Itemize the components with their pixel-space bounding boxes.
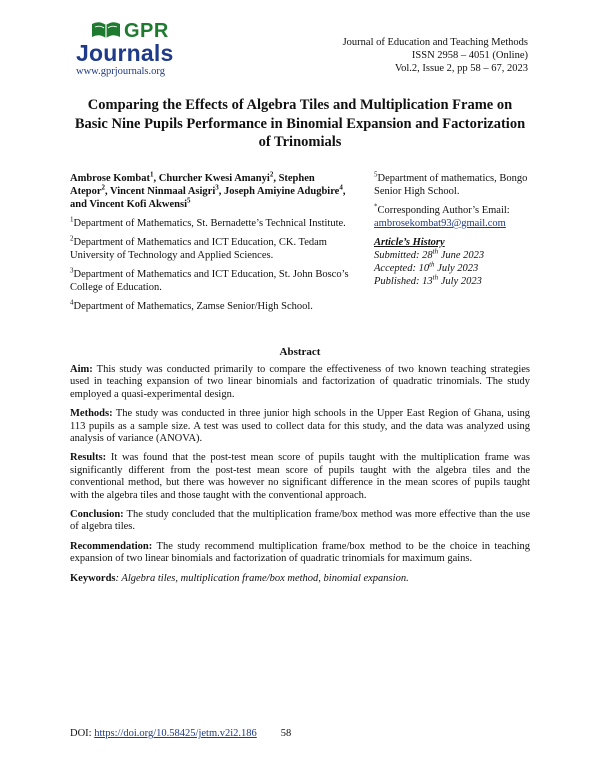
keywords [70,573,530,585]
date-sup: th [432,247,439,256]
affiliation-sup: 1 [70,215,74,224]
affiliation-text: Department of Mathematics and ICT Education, St. John Bosco’s College of Education. [70,269,349,293]
published-label: Published: 13 [374,276,433,287]
logo-gpr-text: GPR [124,20,169,42]
author-name: , Churcher Kwesi Amanyi [153,173,270,184]
author-name: Ambrose Kombat [70,173,151,184]
article-history-heading: Article’s History [374,237,445,248]
aim-label: Aim: [70,364,93,375]
gpr-journals-logo[interactable] [76,18,196,80]
logo-url[interactable]: www.gprjournals.org [76,66,165,77]
abstract-aim [70,364,530,401]
abstract-heading: Abstract [279,346,321,358]
paper-title: Comparing the Effects of Algebra Tiles and Multiplication Frame on Basic Nine Pupils Performance in Binomial Expansion and Factorization of Trinomials [74,97,526,150]
affiliation-4 [70,300,350,313]
journal-volume: Vol.2, Issue 2, pp 58 – 67, 2023 [394,63,528,74]
accepted-date [374,262,544,275]
published-date [374,275,544,288]
author-sup: 1 [150,170,154,179]
affiliation-text: Department of Mathematics and ICT Education, CK. Tedam University of Technology and Applied Sciences. [70,237,327,261]
author-name: , Joseph Amiyine Adugbire [218,186,340,197]
author-sup: 4 [339,183,343,192]
results-text: It was found that the post-test mean score of pupils taught with the multiplication frame was significantly different from the post-test mean score of pupils taught with the algebra tiles and the conventional method, but there was however no significant difference in the mean scores of pupils taught with the algebra tiles and those taught with the conventional approach. [70,452,530,501]
page-footer [70,728,291,739]
affiliation-sup: 4 [70,298,74,307]
authors-left-column [70,172,350,313]
published-rest: July 2023 [438,276,482,287]
results-label: Results: [70,452,107,464]
affiliation-text: Department of mathematics, Bongo Senior High School. [374,173,528,197]
abstract-methods [70,408,530,445]
corresponding-author [374,204,544,217]
author-sup: 5 [186,196,191,205]
doi-label: DOI: [70,728,95,739]
authors-right-column [374,172,544,288]
journal-info [343,36,528,75]
author-name: , Stephen Atepor [70,173,315,197]
page-number: 58 [280,728,292,739]
affiliation-text: Department of Mathematics, Zamse Senior/High School. [73,301,313,312]
submitted-date [374,249,544,262]
doi-link[interactable]: https://doi.org/10.58425/jetm.v2i2.186 [94,728,257,739]
journal-issn: ISSN 2958 – 4051 (Online) [411,50,528,61]
affiliation-3 [70,268,350,294]
affiliation-1 [70,217,350,230]
corresponding-sup: * [374,202,378,211]
recommendation-label: Recommendation: [70,540,153,552]
conclusion-text: The study concluded that the multiplication frame/box method was more effective than the use of algebra tiles. [70,509,530,533]
author-name: , Vincent Ninmaal Asigri [105,186,216,197]
author-sup: 2 [101,183,105,192]
author-name: , and Vincent Kofi Akwensi [70,186,346,210]
abstract-body [70,364,530,592]
date-sup: th [432,273,439,282]
affiliation-sup: 2 [70,234,74,243]
conclusion-label: Conclusion: [70,509,124,521]
keywords-text: : Algebra tiles, multiplication frame/box method, binomial expansion. [115,572,409,584]
affiliation-text: Department of Mathematics, St. Bernadette’s Technical Institute. [73,218,346,229]
submitted-label: Submitted: 28 [374,250,433,261]
open-book-icon [90,20,122,40]
author-list [70,172,350,211]
accepted-label: Accepted: 10 [374,263,430,274]
abstract-results [70,452,530,502]
submitted-rest: June 2023 [438,250,485,261]
affiliation-sup: 5 [374,170,378,179]
affiliation-2 [70,236,350,262]
aim-text: This study was conducted primarily to compare the effectiveness of two known teaching strategies used in teaching expansion of two linear binomials and factorization of quadratic trinomials. The study employed a quasi-experimental design. [70,364,530,400]
logo-journals-text: Journals [76,40,174,66]
keywords-label: Keywords [70,572,116,584]
corresponding-label: Corresponding Author’s Email: [377,205,510,216]
affiliation-5 [374,172,544,198]
abstract-recommendation [70,541,530,566]
author-sup: 2 [269,170,274,179]
abstract-conclusion [70,509,530,534]
author-sup: 3 [215,183,219,192]
recommendation-text: The study recommend multiplication frame/box method to be the choice in teaching expansion of two linear binomials and factorization of quadratic trinomials for maximum gains. [70,540,530,565]
accepted-rest: July 2023 [434,263,479,274]
affiliation-sup: 3 [70,266,74,275]
journal-name: Journal of Education and Teaching Methods [342,37,528,48]
methods-label: Methods: [70,408,113,420]
date-sup: th [429,260,435,269]
methods-text: The study was conducted in three junior high schools in the Upper East Region of Ghana, using 113 pupils as a sample size. A test was used to collect data for this study, and the data was analyzed using analysis of variance (ANOVA). [70,408,530,445]
author-email-link[interactable]: ambrosekombat93@gmail.com [374,218,506,229]
